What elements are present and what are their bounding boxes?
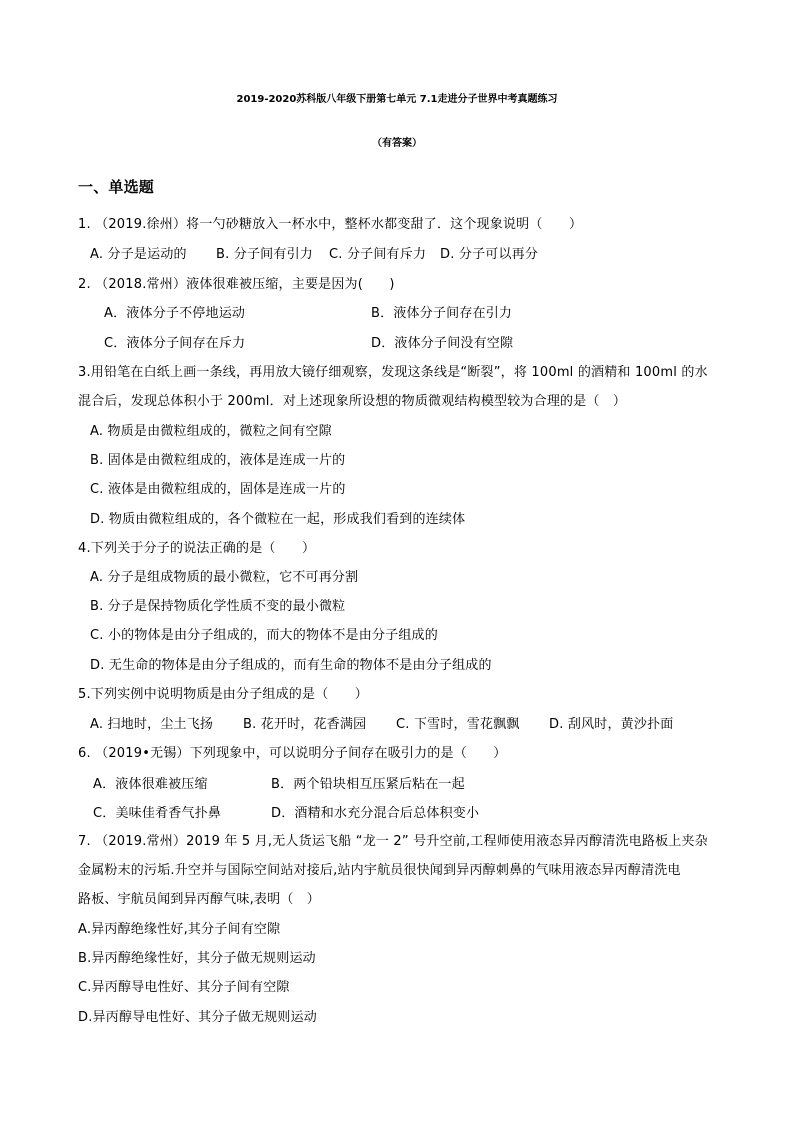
question-4-stem: 4.下列关于分子的说法正确的是（ ） — [78, 541, 316, 556]
question-3-option-c: C. 液体是由微粒组成的，固体是连成一片的 — [90, 482, 346, 497]
section-heading: 一、单选题 — [78, 178, 155, 196]
question-4-option-a: A. 分子是组成物质的最小微粒，它不可再分割 — [90, 570, 359, 585]
question-4-option-d: D. 无生命的物体是由分子组成的，而有生命的物体不是由分子组成的 — [90, 658, 492, 673]
question-5-option-b: B. 花开时，花香满园 — [243, 717, 367, 732]
question-4-option-c: C. 小的物体是由分子组成的，而大的物体不是由分子组成的 — [90, 628, 438, 643]
question-1-option-a: A. 分子是运动的 — [90, 247, 187, 262]
question-7-stem-line-2: 金属粉末的污垢.升空并与国际空间站对接后,站内宇航员很快闻到异丙醇刺鼻的气味用液态异丙醇清洗电 — [78, 863, 681, 878]
question-1-option-d: D. 分子可以再分 — [440, 247, 539, 262]
question-2-option-d: D．液体分子间没有空隙 — [371, 336, 514, 351]
question-7-stem-line-3: 路板、宇航员闻到异丙醇气味,表明（ ） — [78, 892, 320, 907]
question-1-option-c: C. 分子间有斥力 — [329, 247, 427, 262]
question-4-option-b: B. 分子是保持物质化学性质不变的最小微粒 — [90, 599, 346, 614]
question-3-stem-line-1: 3.用铅笔在白纸上画一条线，再用放大镜仔细观察，发现这条线是“断裂”，将 100ml 的酒精和 100ml 的水 — [78, 365, 708, 380]
question-2-option-a: A．液体分子不停地运动 — [104, 306, 246, 321]
question-7-option-b: B.异丙醇绝缘性好，其分子做无规则运动 — [78, 951, 316, 966]
question-7-option-a: A.异丙醇绝缘性好,其分子间有空隙 — [78, 922, 281, 937]
question-5-stem: 5.下列实例中说明物质是由分子组成的是（ ） — [78, 687, 369, 702]
question-1-option-b: B. 分子间有引力 — [216, 247, 313, 262]
question-6-option-d: D．酒精和水充分混合后总体积变小 — [271, 806, 480, 821]
question-2-option-b: B．液体分子间存在引力 — [371, 306, 513, 321]
question-5-option-a: A. 扫地时，尘土飞扬 — [90, 717, 214, 732]
question-5-option-d: D. 刮风时，黄沙扑面 — [549, 717, 674, 732]
question-7-option-c: C.异丙醇导电性好、其分子间有空隙 — [78, 980, 290, 995]
question-5-option-c: C. 下雪时，雪花飘飘 — [396, 717, 520, 732]
document-title: 2019-2020苏科版八年级下册第七单元 7.1走进分子世界中考真题练习 — [236, 94, 558, 105]
question-3-option-d: D. 物质由微粒组成的，各个微粒在一起，形成我们看到的连续体 — [90, 512, 466, 527]
question-6-option-c: C．美味佳肴香气扑鼻 — [93, 806, 222, 821]
question-3-stem-line-2: 混合后，发现总体积小于 200ml．对上述现象所设想的物质微观结构模型较为合理的是（ ） — [78, 394, 627, 409]
question-6-option-b: B．两个铅块相互压紧后粘在一起 — [271, 777, 465, 792]
question-7-stem-line-1: 7. （2019.常州）2019 年 5 月,无人货运飞船 “龙一 2” 号升空前,工程师使用液态异丙醇清洗电路板上夹杂 — [78, 834, 708, 849]
question-7-option-d: D.异丙醇导电性好、其分子做无规则运动 — [78, 1010, 317, 1025]
question-2-option-c: C．液体分子间存在斥力 — [104, 336, 246, 351]
question-2-stem: 2. （2018.常州）液体很难被压缩，主要是因为( ) — [78, 277, 395, 292]
document-subtitle: （有答案） — [372, 138, 422, 149]
question-6-option-a: A．液体很难被压缩 — [93, 777, 208, 792]
question-1-stem: 1. （2019.徐州）将一勺砂糖放入一杯水中，整杯水都变甜了．这个现象说明（ ） — [78, 217, 583, 232]
question-3-option-b: B. 固体是由微粒组成的，液体是连成一片的 — [90, 453, 346, 468]
question-3-option-a: A. 物质是由微粒组成的，微粒之间有空隙 — [90, 424, 332, 439]
question-6-stem: 6. （2019•无锡）下列现象中，可以说明分子间存在吸引力的是（ ） — [78, 746, 507, 761]
